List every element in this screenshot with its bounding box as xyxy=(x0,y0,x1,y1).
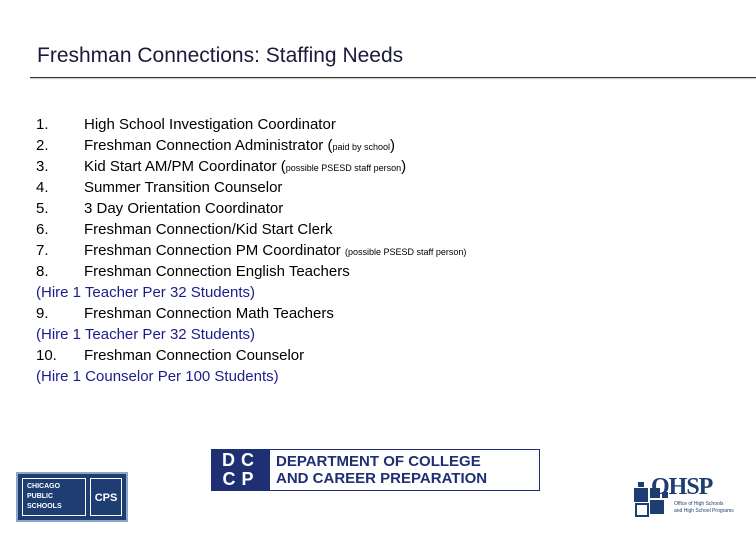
item-text: 3 Day Orientation Coordinator xyxy=(84,200,284,217)
hiring-note: (Hire 1 Teacher Per 32 Students) xyxy=(36,326,256,343)
item-number: 10. xyxy=(36,347,57,364)
item-text: Freshman Connection/Kid Start Clerk xyxy=(84,221,333,238)
ohsp-logo xyxy=(634,474,734,524)
item-text: Freshman Connection Administrator xyxy=(84,137,328,154)
list-item xyxy=(36,261,466,282)
dccp-line-2: AND CAREER PREPARATION xyxy=(276,470,488,487)
dccp-letters-top: DC xyxy=(222,450,260,470)
ohsp-logo-subtitle xyxy=(674,501,734,515)
slide-title: Freshman Connections: Staffing Needs xyxy=(37,44,404,67)
list-item xyxy=(36,114,466,135)
item-text: Freshman Connection Math Teachers xyxy=(84,305,334,322)
cps-logo-name xyxy=(22,478,86,516)
hiring-note: (Hire 1 Teacher Per 32 Students) xyxy=(36,284,256,301)
dccp-logo-letters xyxy=(212,450,270,491)
list-item xyxy=(36,177,466,198)
item-number: 9. xyxy=(36,305,49,322)
item-number: 6. xyxy=(36,221,49,238)
item-small-note: possible PSESD staff person xyxy=(285,163,402,173)
item-number: 4. xyxy=(36,179,49,196)
paren-close: ) xyxy=(390,137,395,154)
item-number: 5. xyxy=(36,200,49,217)
cps-logo-line: SCHOOLS xyxy=(27,503,62,510)
list-item xyxy=(36,156,466,177)
item-text: Freshman Connection PM Coordinator xyxy=(84,242,345,259)
paren-close: ) xyxy=(401,158,407,175)
cps-logo-line: CHICAGO xyxy=(27,483,61,490)
list-item xyxy=(36,345,466,366)
title-divider xyxy=(30,77,756,78)
item-small-note: paid by school xyxy=(332,142,390,152)
item-small-note: (possible PSESD staff person) xyxy=(344,247,467,257)
dccp-line-1: DEPARTMENT OF COLLEGE xyxy=(276,453,481,470)
paren-open: ( xyxy=(280,158,286,175)
item-number: 1. xyxy=(36,116,49,133)
list-item xyxy=(36,219,466,240)
cps-logo xyxy=(16,472,128,522)
dccp-logo-text xyxy=(276,453,487,487)
list-item xyxy=(36,240,466,261)
staffing-list xyxy=(36,114,466,387)
cps-logo-line: PUBLIC xyxy=(27,493,54,500)
item-text: High School Investigation Coordinator xyxy=(84,116,336,133)
list-item xyxy=(36,198,466,219)
item-text: Freshman Connection Counselor xyxy=(84,347,305,364)
item-number: 3. xyxy=(36,158,49,175)
paren-open: ( xyxy=(327,137,333,154)
item-number: 7. xyxy=(36,242,49,259)
item-number: 2. xyxy=(36,137,49,154)
ohsp-sub-line-1: Office of High Schools xyxy=(674,501,724,507)
item-text: Freshman Connection English Teachers xyxy=(84,263,350,280)
ohsp-logo-name: OHSP xyxy=(651,474,713,500)
list-item xyxy=(36,135,466,156)
dccp-letters-bottom: CP xyxy=(222,469,260,489)
list-item xyxy=(36,303,466,324)
dccp-logo xyxy=(211,449,540,491)
ohsp-sub-line-2: and High School Programs xyxy=(674,508,734,514)
hiring-note: (Hire 1 Counselor Per 100 Students) xyxy=(36,368,279,385)
item-text: Kid Start AM/PM Coordinator xyxy=(84,158,281,175)
item-text: Summer Transition Counselor xyxy=(84,179,283,196)
item-number: 8. xyxy=(36,263,49,280)
cps-logo-mark: CPS xyxy=(90,478,122,516)
